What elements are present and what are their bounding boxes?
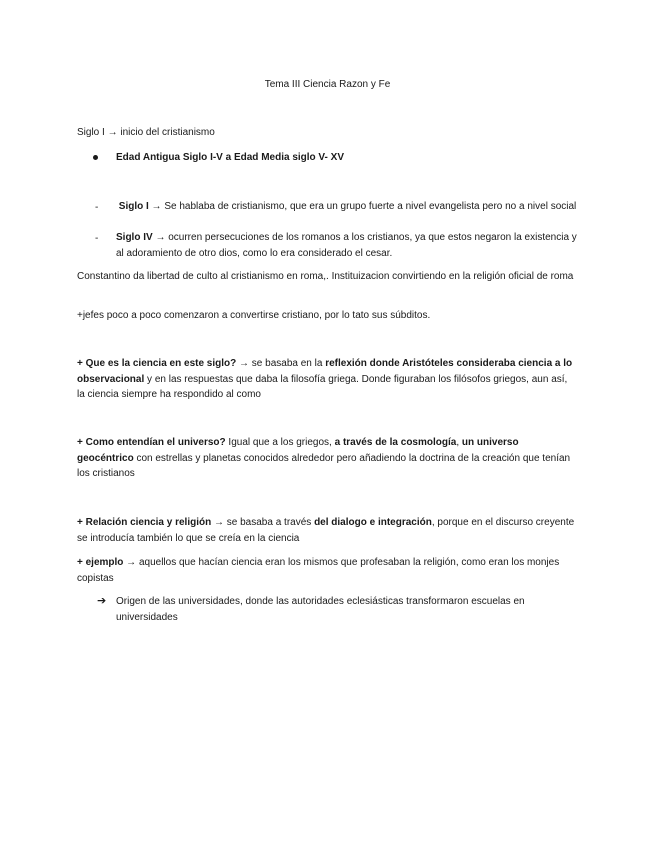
jefes-paragraph: +jefes poco a poco comenzaron a convertirse cristiano, por lo tato sus súbditos. — [77, 310, 431, 321]
universo-bold-1: a través de la cosmología — [334, 437, 457, 448]
universo-text-2: , — [456, 437, 462, 448]
universo-bold-2: un universo geocéntrico — [77, 437, 519, 464]
siglo-iv-label: Siglo IV — [116, 232, 153, 243]
ciencia-paragraph — [77, 356, 577, 403]
relacion-paragraph — [77, 515, 577, 546]
universo-text-1: Igual que a los griegos, — [225, 437, 335, 448]
siglo-iv-item — [116, 230, 578, 261]
bullet-dot-icon — [93, 155, 98, 160]
relacion-bold-1: del dialogo e integración — [314, 517, 432, 528]
universo-text-3: con estrellas y planetas conocidos alrededor pero añadiendo la doctrina de la creación que tenían los cristianos — [77, 452, 571, 479]
ciencia-text-2: y en las respuestas que daba la filosofía griega. Donde figuraban los filósofos griegos, aun así, la ciencia siempre ha respondido al como — [77, 373, 568, 400]
dash-marker-1: - — [95, 202, 99, 213]
universo-question: + Como entendían el universo? — [77, 437, 226, 448]
dash-marker-2: - — [95, 233, 99, 244]
siglo-i-label: Siglo I — [118, 201, 149, 212]
ejemplo-text: → aquellos que hacían ciencia eran los mismos que profesaban la religión, como eran los monjes copistas — [77, 557, 560, 584]
relacion-text-2: , porque en el discurso creyente se introducía también lo que se creía en la ciencia — [77, 517, 575, 544]
ejemplo-paragraph — [77, 555, 577, 586]
bullet-edad: Edad Antigua Siglo I-V a Edad Media siglo V- XV — [116, 152, 344, 163]
ciencia-bold-1: reflexión donde Aristóteles consideraba ciencia a lo observacional — [77, 358, 573, 385]
arrow-bullet-icon: ➔ — [97, 595, 107, 607]
intro-line: Siglo I → inicio del cristianismo — [77, 127, 215, 138]
page-title: Tema III Ciencia Razon y Fe — [264, 79, 391, 90]
siglo-iv-text: → ocurren persecuciones de los romanos a los cristianos, ya que estos negaron la existencia y al adoramiento de otro dios, como lo era considerado el cesar. — [116, 232, 577, 259]
siglo-i-text: → Se hablaba de cristianismo, que era un grupo fuerte a nivel evangelista pero no a nivel social — [148, 201, 577, 212]
ejemplo-label: + ejemplo — [77, 557, 124, 568]
origen-item: Origen de las universidades, donde las autoridades eclesiásticas transformaron escuelas en universidades — [116, 596, 525, 623]
relacion-text-1: → se basaba a través — [211, 517, 315, 528]
constantino-paragraph: Constantino da libertad de culto al cristianismo en roma,. Instituizacion convirtiendo en la religión oficial de roma — [77, 271, 574, 282]
ciencia-question: + Que es la ciencia en este siglo? — [77, 358, 237, 369]
siglo-i-item — [116, 199, 578, 215]
ciencia-text-1: → se basaba en la — [236, 358, 326, 369]
universo-paragraph — [77, 435, 577, 482]
relacion-question: + Relación ciencia y religión — [77, 517, 212, 528]
